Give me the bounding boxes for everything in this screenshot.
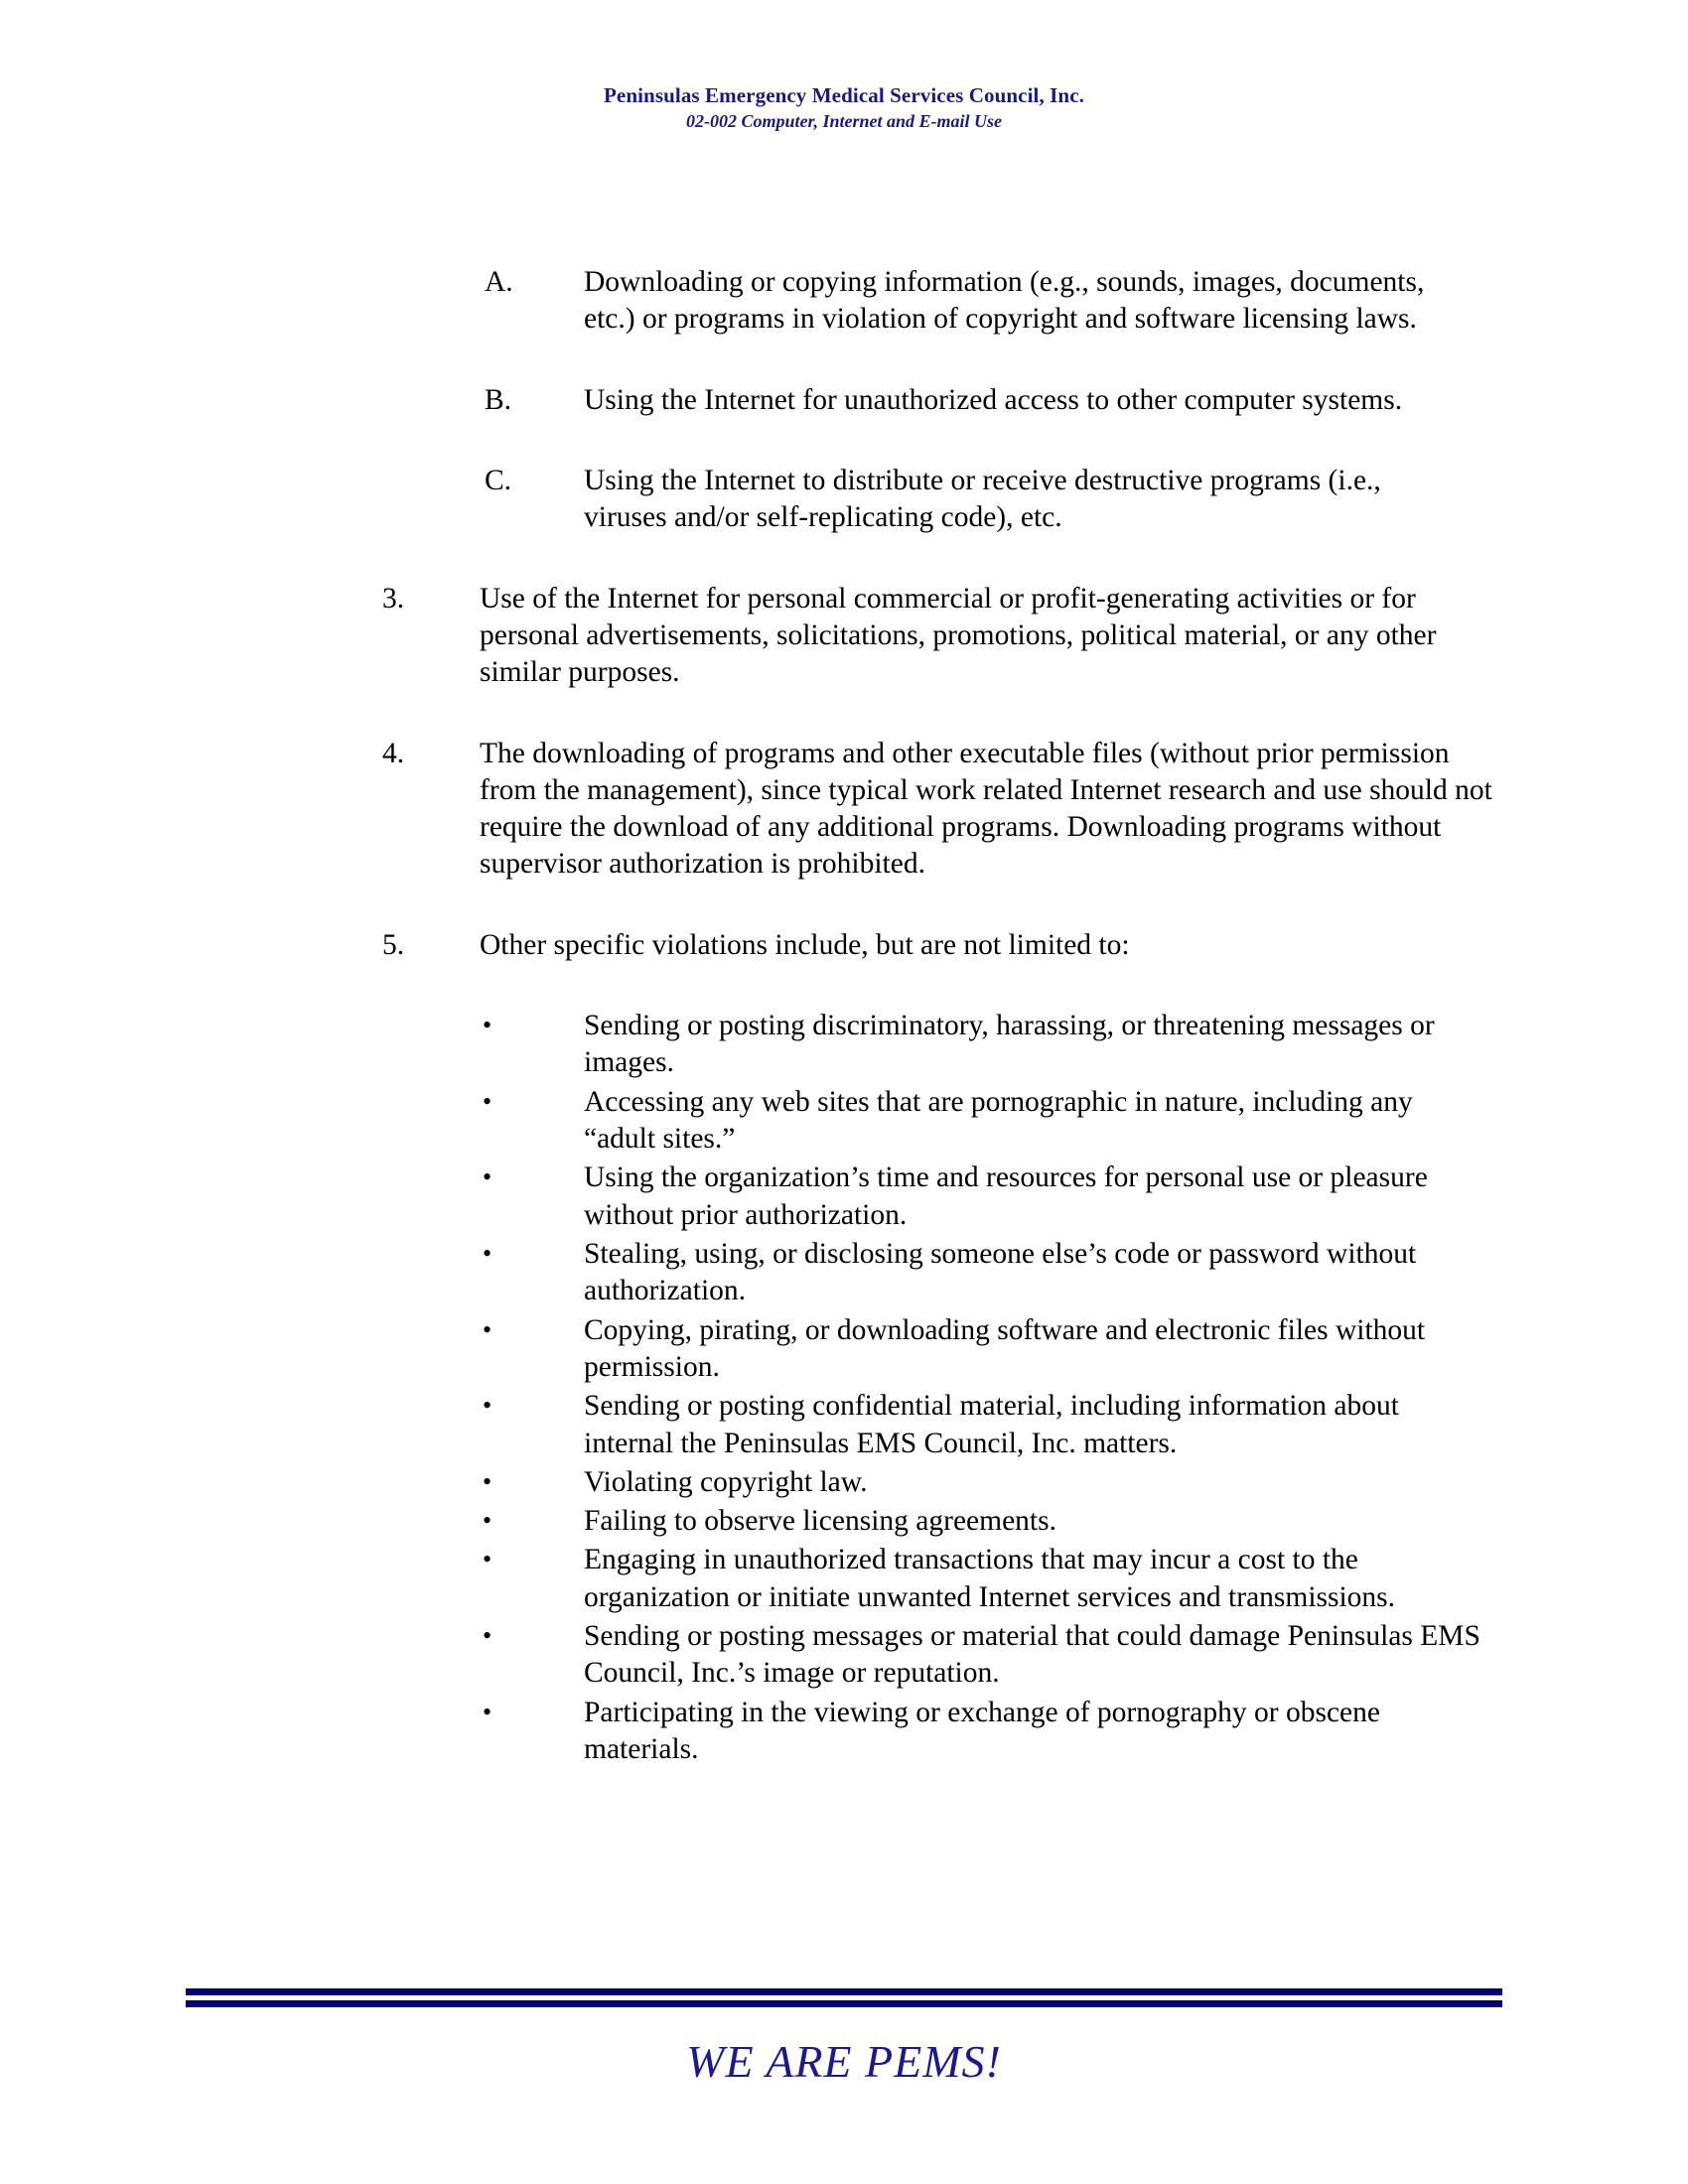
- bullet-icon: •: [483, 1466, 492, 1496]
- list-item-text: Use of the Internet for personal commercial or profit-generating activities or for personal advertisements, solicitations, promotions, political material, or any other similar purposes.: [480, 582, 1437, 689]
- list-item-text: Downloading or copying information (e.g., sounds, images, documents, etc.) or programs in violation of copyright and software licensing laws.: [584, 266, 1425, 336]
- lettered-item: [0, 382, 1688, 419]
- bullet-icon: •: [483, 1545, 492, 1574]
- list-item: [0, 1008, 1688, 1082]
- footer-divider-bottom: [186, 2000, 1502, 2007]
- list-item-text: Copying, pirating, or downloading software and electronic files without permission.: [584, 1313, 1426, 1383]
- bullet-icon: •: [483, 1011, 492, 1040]
- list-item: [0, 1388, 1688, 1462]
- list-marker: A.: [485, 266, 513, 298]
- list-item-text: Sending or posting messages or material that could damage Peninsulas EMS Council, Inc.’s image or reputation.: [584, 1620, 1480, 1690]
- list-item-text: The downloading of programs and other executable files (without prior permission from the management), since typical work related Internet research and use should not require the download of any additional programs. Downloading programs without supervisor authorization is prohibited.: [480, 737, 1492, 881]
- list-item-text: Using the organization’s time and resources for personal use or pleasure without prior authorization.: [584, 1161, 1428, 1231]
- numbered-item: [0, 736, 1688, 884]
- list-item-text: Using the Internet to distribute or receive destructive programs (i.e., viruses and/or self-replicating code), etc.: [584, 464, 1381, 534]
- document-footer: [186, 1988, 1502, 2088]
- numbered-item: [0, 927, 1688, 964]
- lettered-item: [0, 264, 1688, 339]
- list-item: [0, 1236, 1688, 1310]
- list-item: [0, 1160, 1688, 1234]
- list-item-text: Stealing, using, or disclosing someone else’s code or password without authorization.: [584, 1237, 1417, 1307]
- document-body: [0, 264, 1688, 1770]
- list-item-text: Failing to observe licensing agreements.: [584, 1505, 1056, 1538]
- list-item: [0, 1618, 1688, 1693]
- list-item-text: Sending or posting confidential material, including information about internal the Peninsulas EMS Council, Inc. matters.: [584, 1390, 1399, 1459]
- list-marker: 3.: [382, 582, 405, 614]
- violations-bullet-list: [0, 1008, 1688, 1768]
- list-item-text: Participating in the viewing or exchange of pornography or obscene materials.: [584, 1696, 1380, 1765]
- bullet-icon: •: [483, 1238, 492, 1268]
- list-item-text: Other specific violations include, but are not limited to:: [480, 928, 1130, 961]
- list-marker: 5.: [382, 928, 405, 961]
- lettered-item: [0, 463, 1688, 537]
- list-marker: B.: [485, 383, 512, 416]
- list-item: [0, 1695, 1688, 1769]
- header-organization-name: Peninsulas Emergency Medical Services Council, Inc.: [604, 83, 1084, 107]
- list-marker: 4.: [382, 737, 405, 769]
- document-header: [0, 83, 1688, 132]
- list-item-text: Sending or posting discriminatory, harassing, or threatening messages or images.: [584, 1010, 1435, 1079]
- numbered-item: [0, 581, 1688, 692]
- list-item: [0, 1503, 1688, 1540]
- bullet-icon: •: [483, 1697, 492, 1726]
- list-item: [0, 1464, 1688, 1501]
- header-policy-subtitle: 02-002 Computer, Internet and E-mail Use: [685, 111, 1003, 132]
- bullet-icon: •: [483, 1621, 492, 1651]
- list-item-text: Using the Internet for unauthorized access to other computer systems.: [584, 383, 1403, 416]
- bullet-icon: •: [483, 1086, 492, 1116]
- list-marker: C.: [485, 464, 512, 496]
- list-item-text: Engaging in unauthorized transactions that may incur a cost to the organization or initiate unwanted Internet services and transmissions.: [584, 1544, 1396, 1613]
- bullet-icon: •: [483, 1162, 492, 1192]
- list-item-text: Violating copyright law.: [584, 1465, 868, 1498]
- footer-slogan: WE ARE PEMS!: [686, 2036, 1002, 2087]
- list-item: [0, 1084, 1688, 1159]
- bullet-icon: •: [483, 1391, 492, 1421]
- bullet-icon: •: [483, 1314, 492, 1344]
- list-item: [0, 1312, 1688, 1387]
- list-item-text: Accessing any web sites that are pornographic in nature, including any “adult sites.”: [584, 1085, 1413, 1155]
- list-item: [0, 1542, 1688, 1616]
- footer-divider-top: [186, 1988, 1502, 1995]
- bullet-icon: •: [483, 1506, 492, 1536]
